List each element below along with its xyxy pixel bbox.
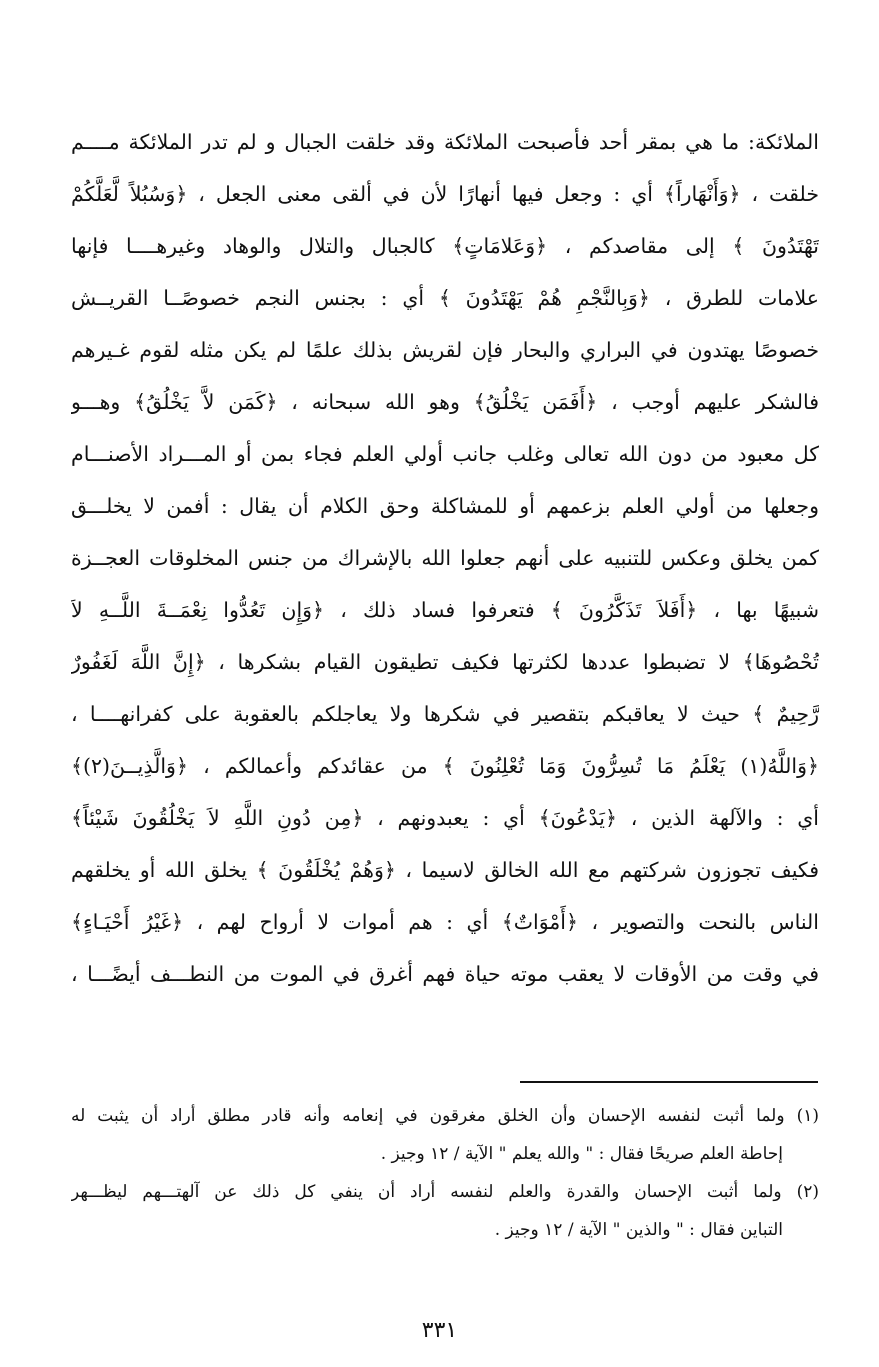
text-line: الناس بالنحت والتصوير ، ﴿أَمْوَاتٌ﴾ أي : هم أموات لا أرواح لهم ، ﴿غَيْرُ أَحْيَـاءٍ﴾ <box>71 910 819 934</box>
footnote-line: (١) ولما أثبت لنفسه الإحسان وأن الخلق مغرقون في إنعامه وأنه قادر مطلق أراد أن يثبت له <box>71 1106 819 1126</box>
text-line: علامات للطرق ، ﴿وَبِالنَّجْمِ هُمْ يَهْتَدُونَ ﴾ أي : بجنس النجم خصوصًــا القريــش <box>71 286 819 310</box>
footnote-divider <box>520 1081 818 1083</box>
text-line: كل معبود من دون الله تعالى وغلب جانب أولي العلم فجاء بمن أو المـــراد الأصنـــام <box>71 442 819 466</box>
text-line: ﴿وَاللَّهُ(١) يَعْلَمُ مَا تُسِرُّونَ وَمَا تُعْلِنُونَ ﴾ من عقائدكم وأعمالكم ، ﴿وَالَّذِيــنَ(٢)﴾ <box>71 754 819 778</box>
main-text-block <box>71 116 819 1000</box>
text-line: شبيهًا بها ، ﴿أَفَلاَ تَذَكَّرُونَ ﴾ فتعرفوا فساد ذلك ، ﴿وَإِن تَعُدُّوا نِعْمَــةَ اللَّــهِ لاَ <box>71 598 819 622</box>
text-line: وجعلها من أولي العلم بزعمهم أو للمشاكلة وحق الكلام أن يقال : أفمن لا يخلـــق <box>71 494 819 518</box>
text-line: خصوصًا يهتدون في البراري والبحار فإن لقريش بذلك علمًا لم يكن مثله لقوم غـيرهم <box>71 338 819 362</box>
text-line: فالشكر عليهم أوجب ، ﴿أَفَمَن يَخْلُقُ﴾ وهو الله سبحانه ، ﴿كَمَن لاَّ يَخْلُقُ﴾ وهـــو <box>71 390 819 414</box>
text-line: رَّحِيمٌ ﴾ حيث لا يعاقبكم بتقصير في شكرها ولا يعاجلكم بالعقوبة على كفرانهــــا ، <box>71 702 819 726</box>
text-line: الملائكة: ما هي بمقر أحد فأصبحت الملائكة وقد خلقت الجبال و لم تدر الملائكة مــــم <box>71 130 819 154</box>
text-line: فكيف تجوزون شركتهم مع الله الخالق لاسيما ، ﴿وَهُمْ يُخْلَقُونَ ﴾ يخلق الله أو يخلقهم <box>71 858 819 882</box>
text-line: في وقت من الأوقات لا يعقب موته حياة فهم أغرق في الموت من النطـــف أيضًـــا ، <box>71 962 819 986</box>
footnote-line: إحاطة العلم صريحًا فقال : " والله يعلم " الآية / ١٢ وجيز . <box>380 1144 783 1164</box>
text-line: كمن يخلق وعكس للتنبيه على أنهم جعلوا الله بالإشراك من جنس المخلوقات العجــزة <box>71 546 819 570</box>
text-line: أي : والآلهة الذين ، ﴿يَدْعُونَ﴾ أي : يعبدونهم ، ﴿مِن دُونِ اللَّهِ لاَ يَخْلُقُونَ شَيْئاً﴾ <box>71 806 819 830</box>
footnote-line: (٢) ولما أثبت الإحسان والقدرة والعلم لنفسه أراد أن ينفي كل ذلك عن آلهتـــهم ليظـــهر <box>71 1182 819 1202</box>
text-line: تُحْصُوهَا﴾ لا تضبطوا عددها لكثرتها فكيف تطيقون القيام بشكرها ، ﴿إِنَّ اللَّهَ لَغَفُورٌ <box>71 650 819 674</box>
text-line: خلقت ، ﴿وَأَنْهَاراً﴾ أي : وجعل فيها أنهارًا لأن في ألقى معنى الجعل ، ﴿وَسُبُلاً لَّعَلَّكُمْ <box>71 182 819 206</box>
footnote-line: التباين فقال : " والذين " الآية / ١٢ وجيز . <box>494 1220 783 1240</box>
page-number: ٣٣١ <box>421 1318 458 1343</box>
text-line: تَهْتَدُونَ ﴾ إلى مقاصدكم ، ﴿وَعَلامَاتٍ﴾ كالجبال والتلال والوهاد وغيرهــــا فإنها <box>71 234 819 258</box>
footnotes-block <box>71 1097 819 1249</box>
